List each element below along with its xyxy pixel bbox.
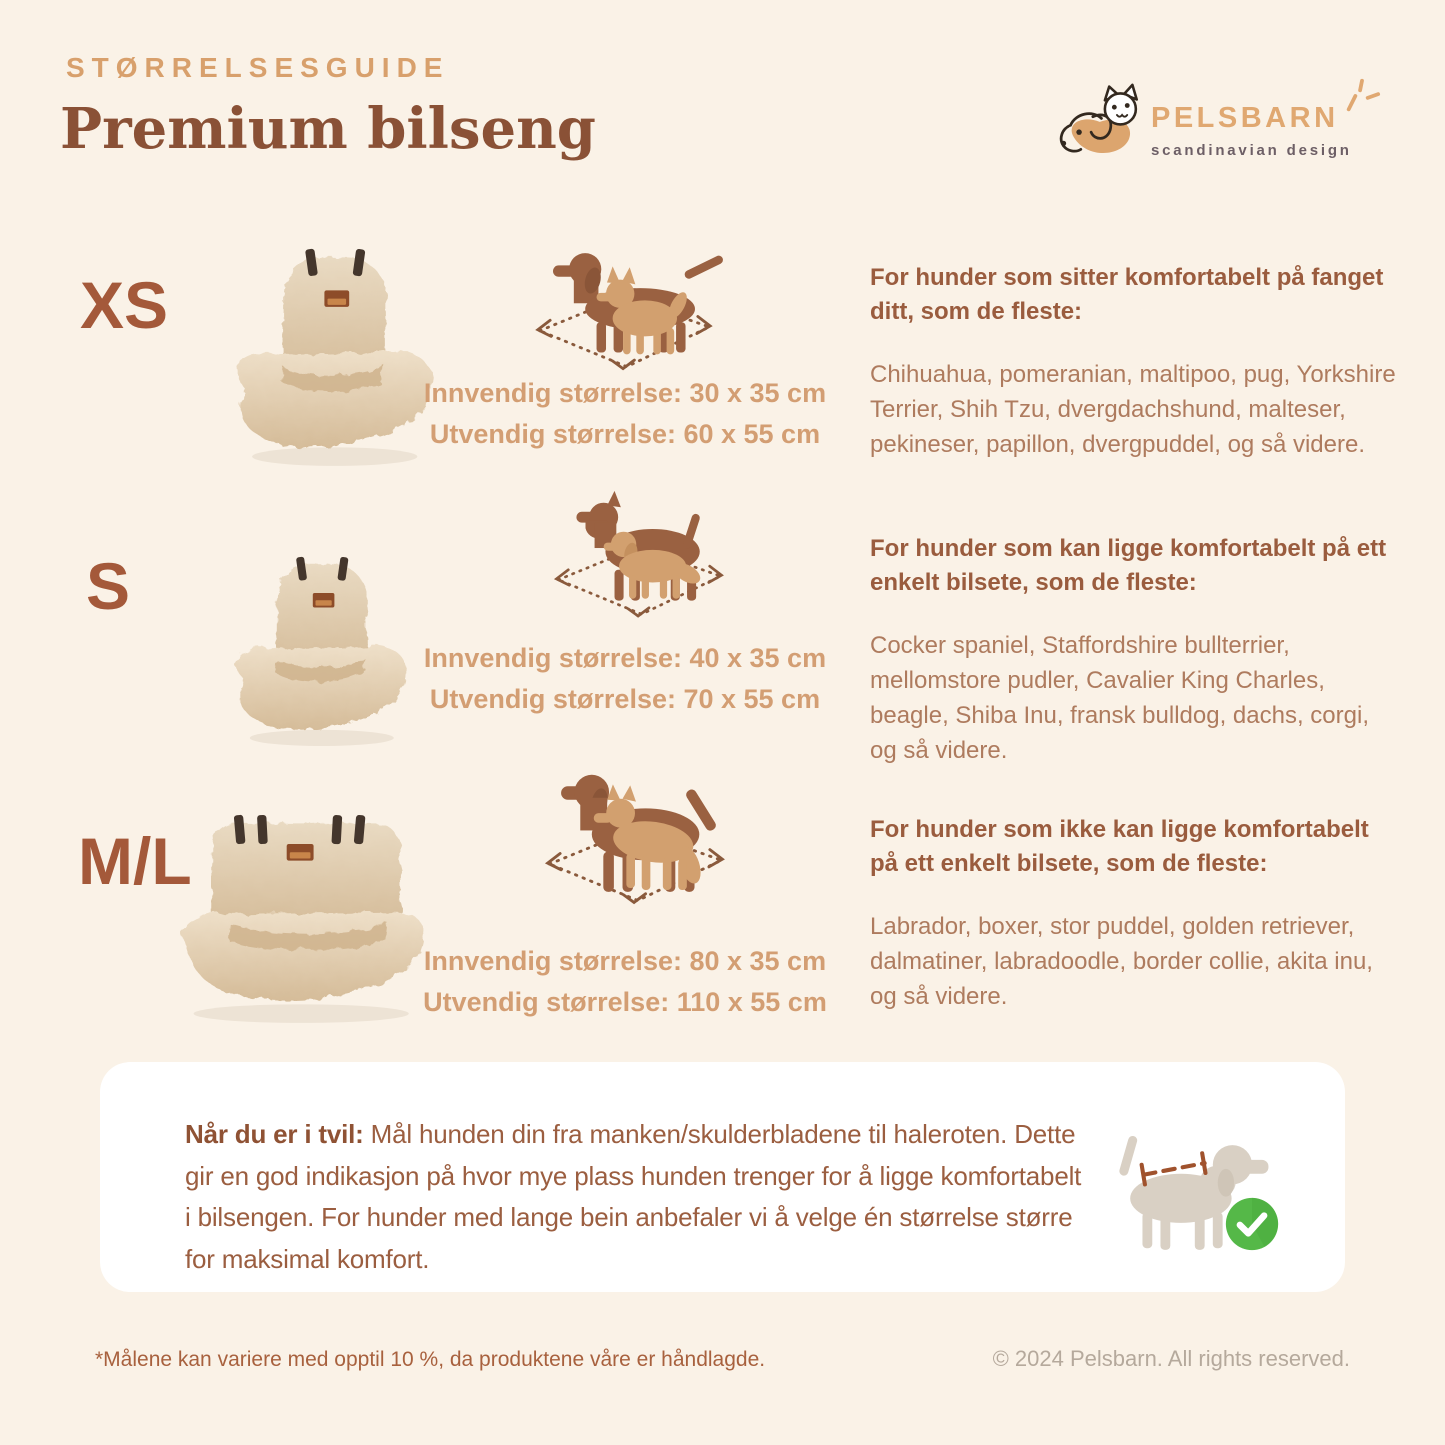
outer-size: Utvendig størrelse: 70 x 55 cm — [429, 683, 821, 714]
dog-size-diagram-s — [538, 490, 740, 626]
product-image-s — [212, 542, 419, 762]
copyright: © 2024 Pelsbarn. All rights reserved. — [992, 1346, 1350, 1371]
inner-size: Innvendig størrelse: 40 x 35 cm — [423, 643, 827, 673]
measurements-ml — [420, 941, 830, 1022]
breed-list: Chihuahua, pomeranian, maltipoo, pug, Yorkshire Terrier, Shih Tzu, dvergdachshund, malteser, pekineser, papillon, dvergpuddel, og så videre. — [870, 361, 1396, 459]
description-s — [870, 532, 1398, 768]
product-image-ml — [162, 813, 430, 1025]
breed-list: Labrador, boxer, stor puddel, golden retriever, dalmatiner, labradoodle, border collie, akita inu, og så videre. — [870, 913, 1373, 1011]
disclaimer-note: *Målene kan variere med opptil 10 %, da produktene våre er håndlagde. — [95, 1348, 766, 1371]
sparkle-icon — [1343, 78, 1381, 114]
tip-text — [185, 1114, 1090, 1280]
description-heading: For hunder som sitter komfortabelt på fanget ditt, som de fleste: — [870, 264, 1384, 326]
inner-size: Innvendig størrelse: 80 x 35 cm — [423, 946, 827, 976]
checkmark-icon — [1224, 1196, 1280, 1252]
description-heading: For hunder som ikke kan ligge komfortabelt på ett enkelt bilsete, som de fleste: — [870, 816, 1369, 878]
description-xs — [870, 261, 1398, 462]
cat-dog-icon — [1055, 82, 1141, 172]
dog-size-diagram-ml — [526, 769, 744, 913]
size-row-xs — [0, 235, 1445, 490]
outer-size: Utvendig størrelse: 110 x 55 cm — [423, 986, 827, 1017]
page-title: Premium bilseng — [60, 96, 596, 162]
breed-list: Cocker spaniel, Staffordshire bullterrier, mellomstore pudler, Cavalier King Charles, beagle, Shiba Inu, fransk bulldog, dachs, corgi, og så videre. — [870, 632, 1369, 765]
size-label-s: S — [86, 549, 131, 623]
terrier-icon — [576, 491, 700, 601]
brand-logo — [1055, 82, 1385, 182]
brand-name: PELSBARN — [1151, 102, 1339, 134]
measurements-s — [420, 638, 830, 719]
size-row-ml — [0, 765, 1445, 1070]
description-ml — [870, 813, 1398, 1014]
product-image-xs — [205, 247, 450, 469]
measuring-tip-card — [100, 1062, 1345, 1292]
measurements-xs — [420, 373, 830, 454]
tip-bold: Når du er i tvil: — [185, 1119, 364, 1149]
dog-size-diagram-xs — [518, 237, 730, 379]
description-heading: For hunder som kan ligge komfortabelt på ett enkelt bilsete, som de fleste: — [870, 535, 1387, 597]
size-label-ml: M/L — [78, 824, 192, 898]
size-row-s — [0, 490, 1445, 765]
inner-size: Innvendig størrelse: 30 x 35 cm — [423, 378, 827, 408]
eyebrow-label: STØRRELSESGUIDE — [66, 52, 450, 83]
outer-size: Utvendig størrelse: 60 x 55 cm — [429, 418, 821, 449]
size-label-xs: XS — [80, 268, 169, 342]
logo-wordmark — [1151, 102, 1352, 159]
tip-body: Mål hunden din fra manken/skulderbladene til haleroten. Dette gir en god indikasjon på hvor mye plass hunden trenger for å ligge komfortabelt i bilsengen. For hunder med lange bein anbefaler vi å velge én størrelse større for maksimal komfort. — [185, 1119, 1082, 1274]
brand-tagline: scandinavian design — [1151, 142, 1352, 159]
